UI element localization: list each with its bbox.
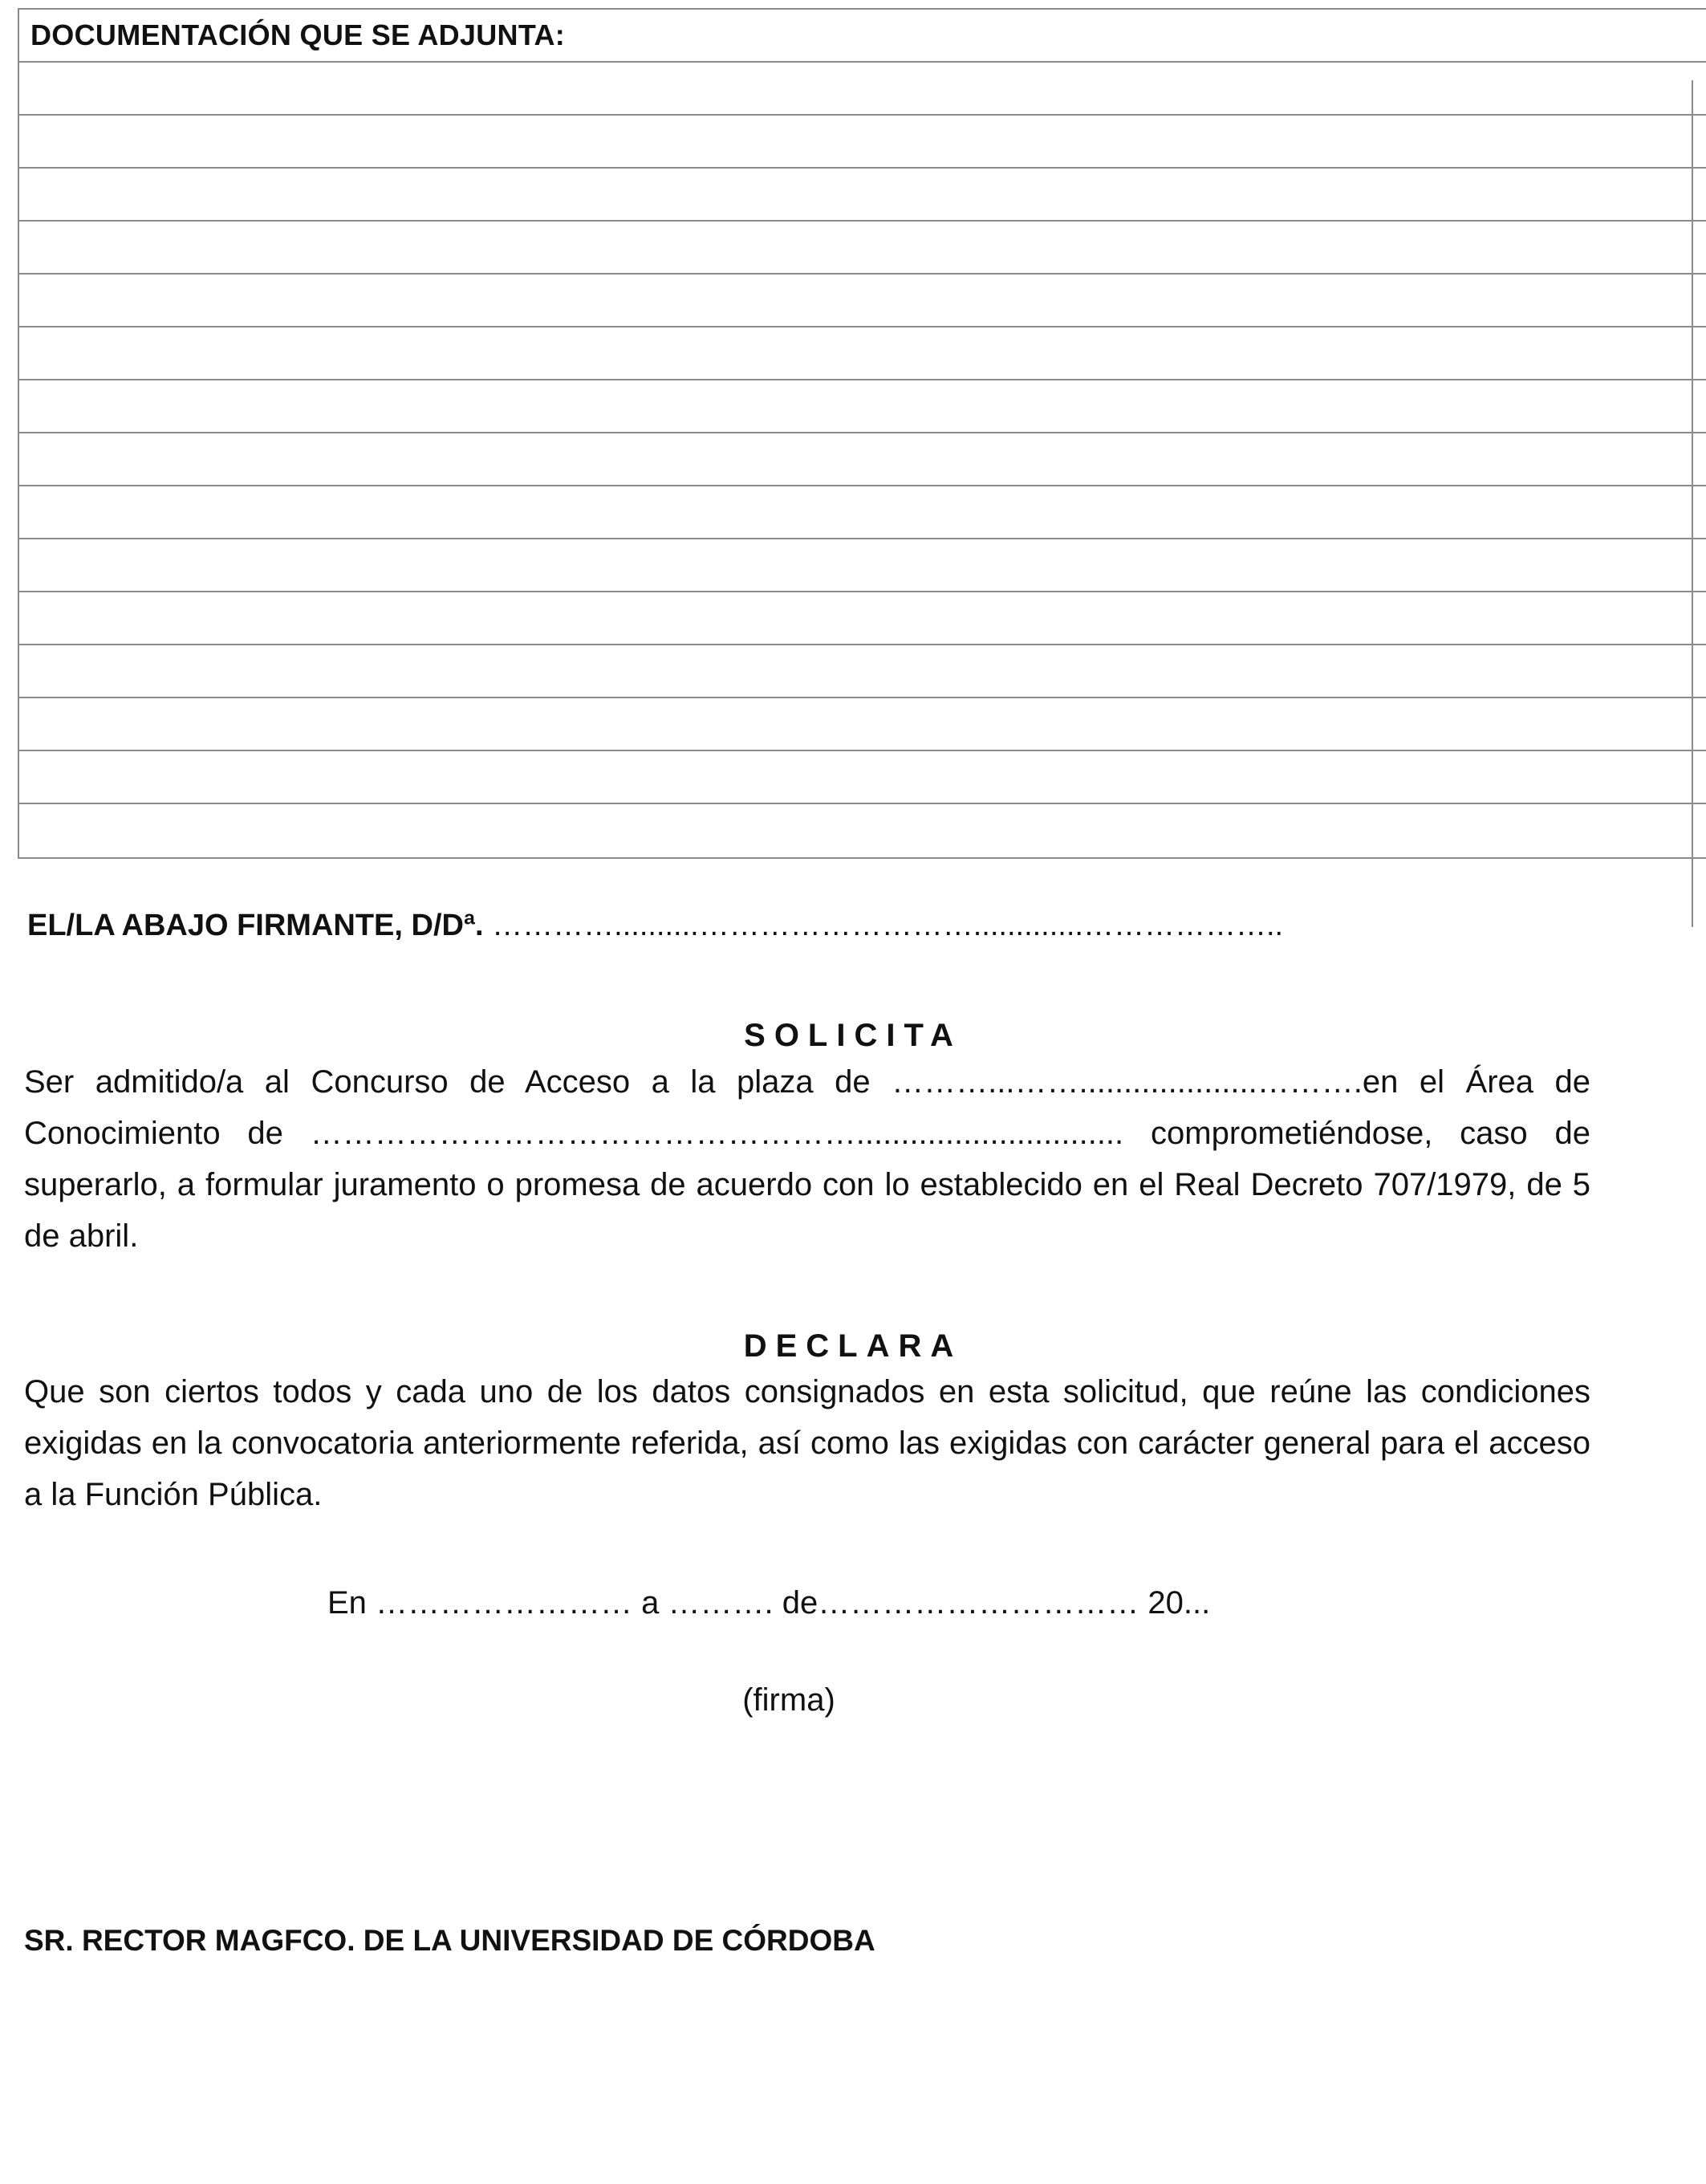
attachment-line[interactable]: [19, 539, 1706, 592]
signer-name-field[interactable]: …………..........……………………….............………………..: [492, 909, 1284, 942]
attachment-line[interactable]: [19, 645, 1706, 698]
attachment-line[interactable]: [19, 63, 1706, 116]
attachment-line[interactable]: [19, 486, 1706, 539]
attachment-line[interactable]: [19, 592, 1706, 645]
signer-label: EL/LA ABAJO FIRMANTE, D/Dª.: [27, 909, 484, 942]
attachment-line[interactable]: [19, 433, 1706, 486]
recipient: SR. RECTOR MAGFCO. DE LA UNIVERSIDAD DE CÓRDOBA: [24, 1924, 875, 1957]
attachment-line[interactable]: [19, 327, 1706, 380]
attachments-table: [18, 8, 1706, 859]
attachment-line[interactable]: [19, 116, 1706, 169]
signature-label: (firma): [742, 1682, 835, 1718]
attachments-lines: [19, 63, 1706, 857]
attachment-line[interactable]: [19, 698, 1706, 751]
attachment-line[interactable]: [19, 169, 1706, 222]
declara-text: Que son ciertos todos y cada uno de los datos consignados en esta solicitud, que reúne las condiciones exigidas en la convocatoria anteriormente referida, así como las exigidas con carácter general para el acceso a la Función Pública.: [24, 1374, 1590, 1512]
solicita-heading: SOLICITA: [744, 1018, 962, 1053]
solicita-text: Ser admitido/a al Concurso de Acceso a la plaza de ………...……....................……….en el Área de Conocimiento de …………………………………………….............................. comprometiéndose, caso de superarlo, a formular juramento o promesa de acuerdo con lo establecido en el Real Decreto 707/1979, de 5 de abril.: [24, 1064, 1590, 1254]
attachment-line[interactable]: [19, 275, 1706, 327]
attachment-line[interactable]: [19, 380, 1706, 433]
attachment-line[interactable]: [19, 222, 1706, 275]
signer-line: [27, 909, 1283, 943]
attachment-line[interactable]: [19, 751, 1706, 804]
attachment-line[interactable]: [19, 804, 1706, 857]
attachments-heading: DOCUMENTACIÓN QUE SE ADJUNTA:: [19, 10, 1706, 63]
table-right-border: [1692, 80, 1693, 927]
date-place-line[interactable]: En …………………… a ………. de………………………… 20...: [327, 1585, 1211, 1621]
declara-heading: DECLARA: [743, 1328, 963, 1364]
